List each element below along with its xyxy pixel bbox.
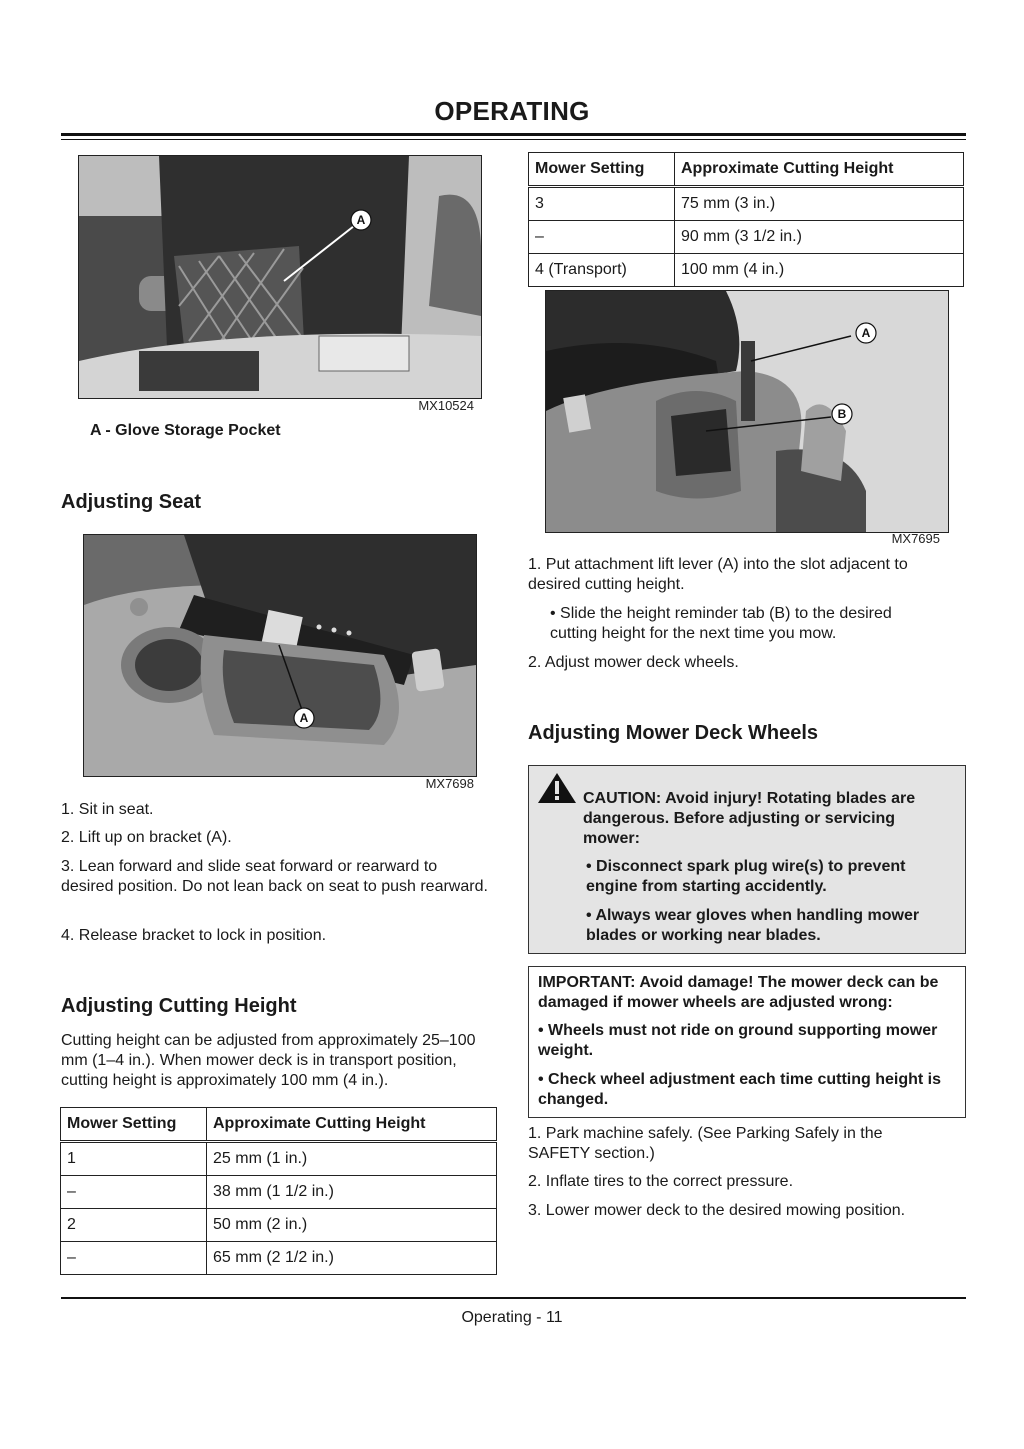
footer-rule: [61, 1297, 966, 1299]
table-cell-height: 75 mm (3 in.): [675, 187, 964, 221]
deck-step-1: 1. Park machine safely. (See Parking Safely in the SAFETY section.): [528, 1125, 883, 1162]
cutting-height-table-right: [528, 152, 964, 287]
cutting-bullet-1: • Slide the height reminder tab (B) to the desired cutting height for the next time you mow.: [550, 605, 892, 642]
seat-callout-a: A: [299, 711, 309, 725]
section-adjusting-seat: Adjusting Seat: [61, 491, 202, 513]
table-header-row: [529, 153, 964, 187]
table-cell-height: 38 mm (1 1/2 in.): [207, 1176, 497, 1209]
caution-title: CAUTION: Avoid injury! Rotating blades are dangerous. Before adjusting or servicing mower:: [583, 790, 916, 847]
cutting-height-intro: Cutting height can be adjusted from approximately 25–100 mm (1–4 in.). When mower deck is in transport position, cutting height is approximately 100 mm (4 in.).: [61, 1032, 476, 1089]
caution-bullet-2: • Always wear gloves when handling mower blades or working near blades.: [586, 907, 920, 944]
important-bullet-2: • Check wheel adjustment each time cutting height is changed.: [538, 1071, 942, 1108]
table-row: [529, 221, 964, 254]
page-number: Operating - 11: [461, 1309, 563, 1326]
header-rule-thin: [61, 139, 966, 140]
table-header-height: Approximate Cutting Height: [207, 1108, 497, 1142]
glove-legend: A - Glove Storage Pocket: [90, 422, 281, 439]
figure-id-lever: MX7695: [891, 531, 940, 546]
table-header-setting: Mower Setting: [529, 153, 675, 187]
warning-triangle-icon: [537, 772, 577, 804]
table-row: [529, 254, 964, 287]
table-cell-setting: 3: [529, 187, 675, 221]
cutting-step-1: 1. Put attachment lift lever (A) into the slot adjacent to desired cutting height.: [528, 556, 908, 593]
table-header-setting: Mower Setting: [61, 1108, 207, 1142]
table-cell-setting: 2: [61, 1209, 207, 1242]
seat-bracket-photo: [83, 534, 477, 777]
table-cell-setting: –: [529, 221, 675, 254]
deck-step-3: 3. Lower mower deck to the desired mowing position.: [528, 1202, 906, 1219]
deck-step-2: 2. Inflate tires to the correct pressure.: [528, 1173, 794, 1190]
seat-step-4: 4. Release bracket to lock in position.: [61, 927, 327, 944]
lever-callout-a: A: [861, 326, 871, 340]
seat-step-3: 3. Lean forward and slide seat forward or rearward to desired position. Do not lean back on seat to push rearward.: [61, 858, 488, 895]
section-adjusting-cutting-height: Adjusting Cutting Height: [61, 995, 297, 1017]
table-row: [61, 1176, 497, 1209]
table-row: [529, 187, 964, 221]
caution-bullet-1: • Disconnect spark plug wire(s) to prevent engine from starting accidently.: [586, 858, 906, 895]
table-header-row: [61, 1108, 497, 1142]
important-title: IMPORTANT: Avoid damage! The mower deck can be damaged if mower wheels are adjusted wrong:: [538, 974, 939, 1011]
table-cell-height: 25 mm (1 in.): [207, 1142, 497, 1176]
table-cell-setting: –: [61, 1242, 207, 1275]
figure-id-seat: MX7698: [425, 776, 474, 791]
table-row: [61, 1142, 497, 1176]
table-cell-height: 65 mm (2 1/2 in.): [207, 1242, 497, 1275]
lever-callout-b: B: [837, 407, 847, 421]
table-cell-setting: 1: [61, 1142, 207, 1176]
table-cell-setting: 4 (Transport): [529, 254, 675, 287]
table-cell-height: 100 mm (4 in.): [675, 254, 964, 287]
header-rule-thick: [61, 133, 966, 136]
seat-step-1: 1. Sit in seat.: [61, 801, 154, 818]
table-cell-height: 90 mm (3 1/2 in.): [675, 221, 964, 254]
figure-id-glove: MX10524: [418, 398, 474, 413]
glove-pocket-photo: [78, 155, 482, 399]
lift-lever-photo: [545, 290, 949, 533]
table-row: [61, 1209, 497, 1242]
seat-step-2: 2. Lift up on bracket (A).: [61, 829, 232, 846]
important-bullet-1: • Wheels must not ride on ground supporting mower weight.: [538, 1022, 938, 1059]
table-header-height: Approximate Cutting Height: [675, 153, 964, 187]
cutting-height-table-left: [60, 1107, 497, 1275]
table-cell-setting: –: [61, 1176, 207, 1209]
cutting-step-2: 2. Adjust mower deck wheels.: [528, 654, 739, 671]
page-title: OPERATING: [434, 96, 590, 126]
table-row: [61, 1242, 497, 1275]
table-cell-height: 50 mm (2 in.): [207, 1209, 497, 1242]
glove-callout-a: A: [356, 213, 366, 227]
section-adjusting-mower-deck-wheels: Adjusting Mower Deck Wheels: [528, 722, 819, 744]
